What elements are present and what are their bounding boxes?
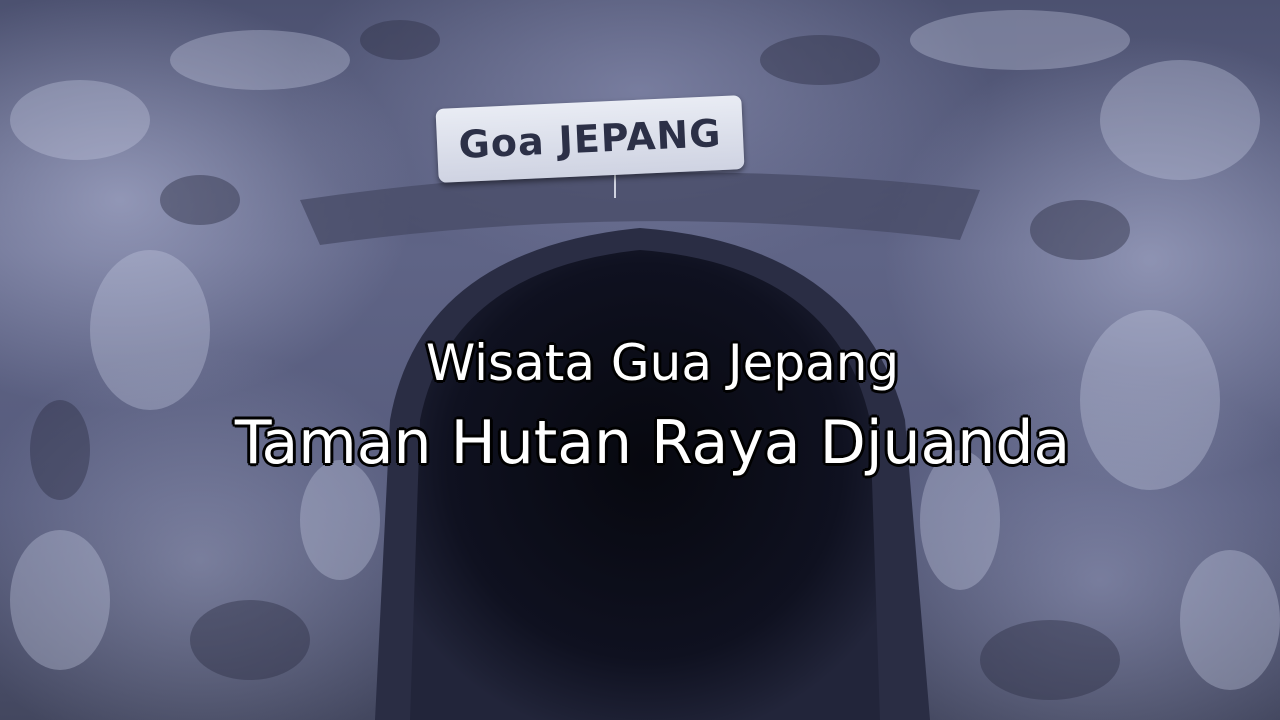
goa-jepang-sign [435,95,744,183]
caption-title: Wisata Gua Jepang [425,334,900,392]
sign-text: Goa JEPANG [457,111,723,167]
caption-subtitle: Taman Hutan Raya Djuanda [234,408,1071,478]
sign-wire [614,172,616,198]
